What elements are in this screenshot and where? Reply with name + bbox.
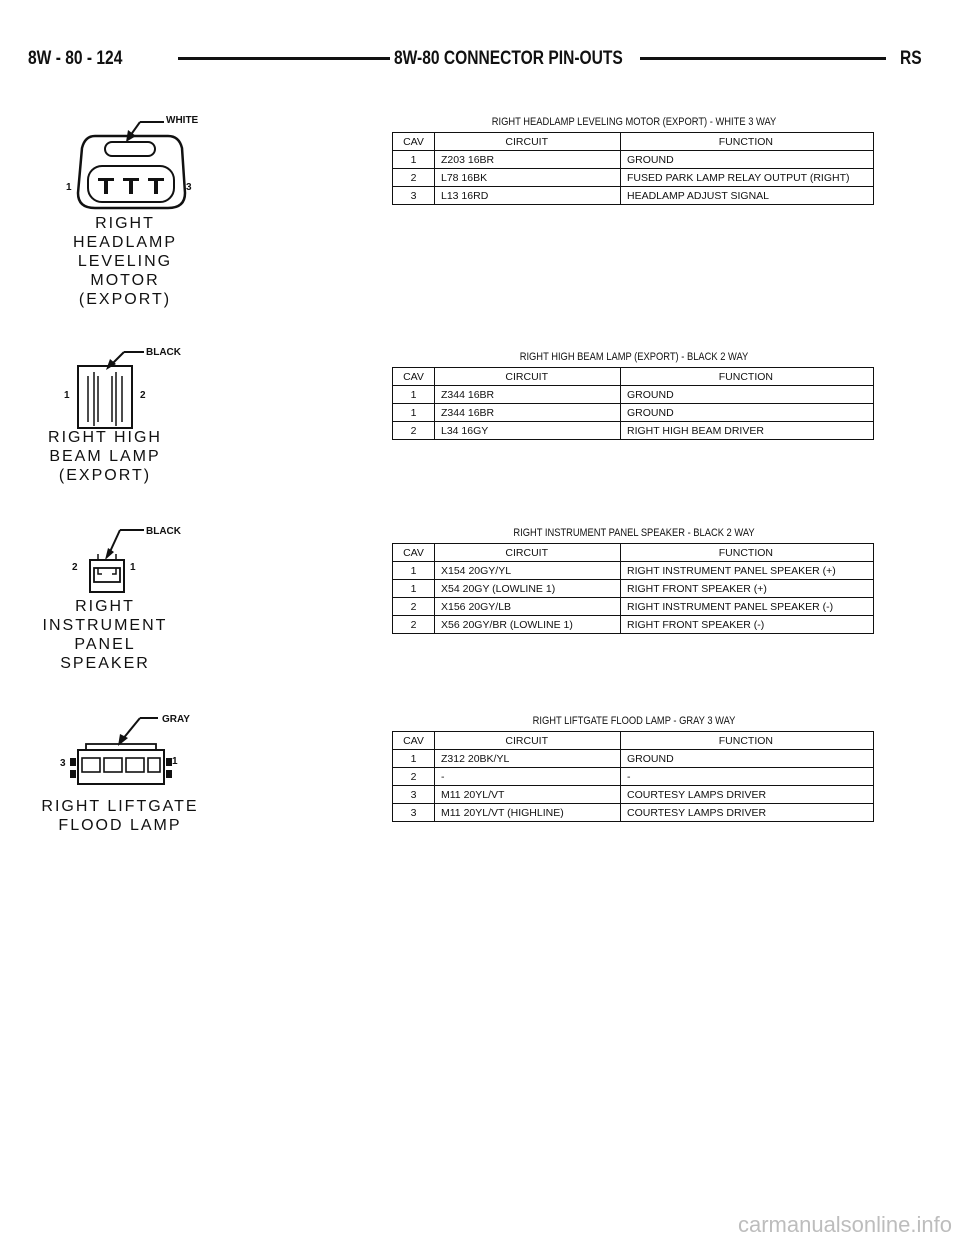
table-header-row [393,368,874,386]
table-title: RIGHT LIFTGATE FLOOD LAMP - GRAY 3 WAY [532,715,736,727]
function-cell: COURTESY LAMPS DRIVER [621,804,874,822]
table-title: RIGHT HEADLAMP LEVELING MOTOR (EXPORT) - WHITE 3 WAY [491,116,777,128]
connector-color-label: WHITE [166,115,199,126]
page-header [28,44,932,74]
cav-cell: 2 [393,422,435,440]
circuit-cell: X154 20GY/YL [435,562,621,580]
high-beam-connector-drawing [60,346,190,436]
function-cell: FUSED PARK LAMP RELAY OUTPUT (RIGHT) [621,169,874,187]
table-row [393,422,874,440]
pin-label-right: 1 [130,562,136,573]
circuit-cell: Z344 16BR [435,386,621,404]
column-header-function: FUNCTION [621,732,874,750]
circuit-cell: L13 16RD [435,187,621,205]
connector-name: RIGHT HIGH BEAM LAMP (EXPORT) [48,429,162,484]
page-title: 8W-80 CONNECTOR PIN-OUTS [394,48,623,69]
header-rule-left [178,57,390,60]
table-row [393,169,874,187]
pin-label-right: 2 [140,390,146,401]
function-cell: HEADLAMP ADJUST SIGNAL [621,187,874,205]
column-header-circuit: CIRCUIT [435,732,621,750]
table-header-row [393,544,874,562]
pin-label-right: 3 [186,182,192,193]
connector-color-label: GRAY [162,714,190,725]
circuit-cell: X56 20GY/BR (LOWLINE 1) [435,616,621,634]
cav-cell: 1 [393,562,435,580]
table-row [393,562,874,580]
circuit-cell: L34 16GY [435,422,621,440]
column-header-circuit: CIRCUIT [435,544,621,562]
cav-cell: 2 [393,768,435,786]
function-cell: RIGHT HIGH BEAM DRIVER [621,422,874,440]
circuit-cell: Z312 20BK/YL [435,750,621,768]
table-row [393,750,874,768]
function-cell: GROUND [621,386,874,404]
column-header-circuit: CIRCUIT [435,133,621,151]
cav-cell: 3 [393,187,435,205]
circuit-cell: - [435,768,621,786]
cav-cell: 1 [393,151,435,169]
pinout-table [392,132,874,205]
cav-cell: 3 [393,786,435,804]
circuit-cell: M11 20YL/VT (HIGHLINE) [435,804,621,822]
table-row [393,404,874,422]
table-title: RIGHT INSTRUMENT PANEL SPEAKER - BLACK 2 WAY [513,527,755,539]
cav-cell: 2 [393,616,435,634]
table-row [393,616,874,634]
table-row [393,768,874,786]
circuit-cell: Z203 16BR [435,151,621,169]
function-cell: - [621,768,874,786]
column-header-cav: CAV [393,732,435,750]
cav-cell: 1 [393,580,435,598]
function-cell: RIGHT INSTRUMENT PANEL SPEAKER (+) [621,562,874,580]
function-cell: COURTESY LAMPS DRIVER [621,786,874,804]
column-header-function: FUNCTION [621,133,874,151]
table-row [393,598,874,616]
watermark: carmanualsonline.info [737,1212,952,1237]
header-rule-right [640,57,886,60]
table-header-row [393,732,874,750]
cav-cell: 3 [393,804,435,822]
cav-cell: 1 [393,386,435,404]
table-row [393,786,874,804]
table-row [393,151,874,169]
connector-name: RIGHT HEADLAMP LEVELING MOTOR (EXPORT) [72,215,178,308]
cav-cell: 1 [393,404,435,422]
pinout-table [392,543,874,634]
connector-color-label: BLACK [146,526,181,537]
pin-label-left: 1 [64,390,70,401]
cav-cell: 2 [393,598,435,616]
table-header-row [393,133,874,151]
table-row [393,187,874,205]
circuit-cell: M11 20YL/VT [435,786,621,804]
table-row [393,804,874,822]
connector-name: RIGHT LIFTGATE FLOOD LAMP [41,798,199,834]
connector-name: RIGHT INSTRUMENT PANEL SPEAKER [42,598,168,672]
pin-label-left: 3 [60,758,66,769]
function-cell: GROUND [621,404,874,422]
pin-label-right: 1 [172,756,178,767]
pin-label-left: 2 [72,562,78,573]
column-header-cav: CAV [393,368,435,386]
table-title: RIGHT HIGH BEAM LAMP (EXPORT) - BLACK 2 WAY [519,351,749,363]
function-cell: RIGHT INSTRUMENT PANEL SPEAKER (-) [621,598,874,616]
page-reference: 8W - 80 - 124 [28,48,123,69]
column-header-cav: CAV [393,544,435,562]
table-row [393,580,874,598]
circuit-cell: X156 20GY/LB [435,598,621,616]
column-header-cav: CAV [393,133,435,151]
cav-cell: 1 [393,750,435,768]
function-cell: RIGHT FRONT SPEAKER (-) [621,616,874,634]
table-row [393,386,874,404]
section-code: RS [900,48,922,69]
function-cell: GROUND [621,750,874,768]
pinout-table [392,731,874,822]
function-cell: RIGHT FRONT SPEAKER (+) [621,580,874,598]
circuit-cell: L78 16BK [435,169,621,187]
connector-color-label: BLACK [146,347,181,358]
column-header-function: FUNCTION [621,544,874,562]
function-cell: GROUND [621,151,874,169]
circuit-cell: X54 20GY (LOWLINE 1) [435,580,621,598]
circuit-cell: Z344 16BR [435,404,621,422]
pin-label-left: 1 [66,182,72,193]
cav-cell: 2 [393,169,435,187]
pinout-table [392,367,874,440]
column-header-function: FUNCTION [621,368,874,386]
column-header-circuit: CIRCUIT [435,368,621,386]
